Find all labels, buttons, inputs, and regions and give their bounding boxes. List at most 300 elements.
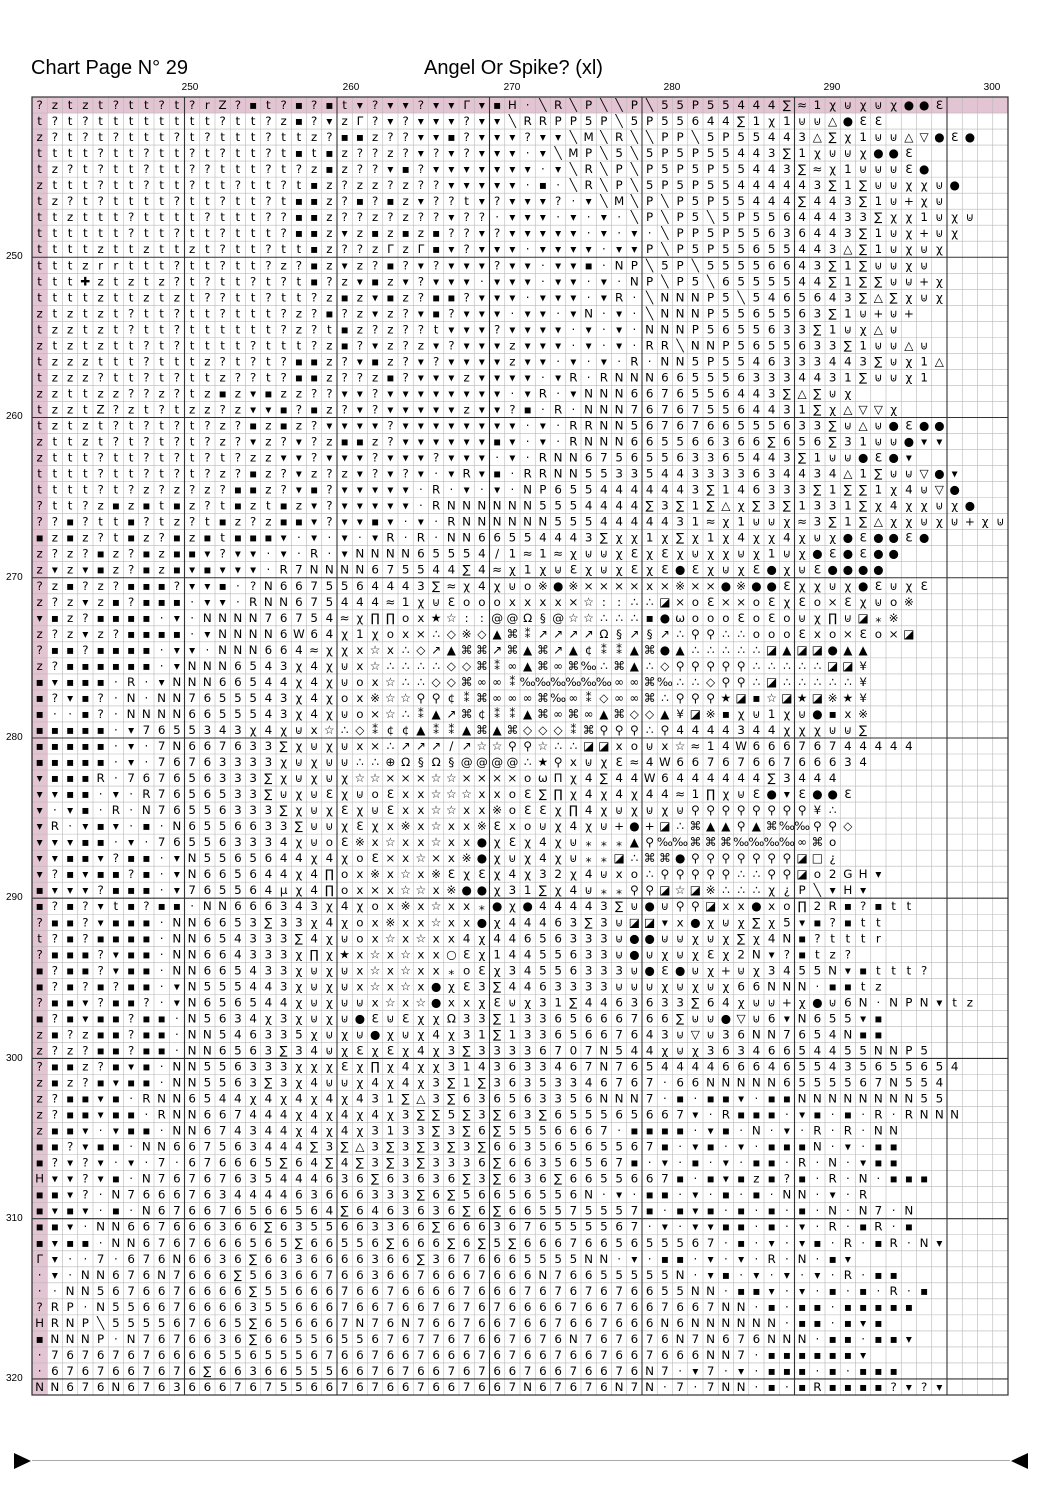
grid-symbol: ▪ — [768, 1140, 776, 1154]
grid-symbol: 6 — [173, 1348, 181, 1362]
grid-symbol: ▾ — [250, 547, 256, 561]
grid-symbol: 3 — [249, 947, 257, 961]
grid-symbol: ⊍ — [691, 547, 700, 561]
grid-symbol: ? — [829, 915, 835, 929]
grid-symbol: ● — [629, 931, 639, 945]
grid-symbol: 6 — [219, 835, 227, 849]
grid-symbol: 7 — [783, 755, 791, 769]
grid-symbol: R — [844, 1236, 852, 1250]
grid-symbol: χ — [417, 1059, 424, 1073]
grid-symbol: t — [205, 306, 210, 320]
grid-symbol: ⊍ — [966, 210, 975, 224]
grid-symbol: ∑ — [463, 1108, 471, 1122]
grid-symbol: ☆ — [385, 675, 396, 689]
grid-symbol: 4 — [326, 1092, 334, 1106]
grid-symbol: t — [464, 194, 469, 208]
grid-symbol: t — [129, 194, 134, 208]
grid-symbol: ? — [97, 531, 103, 545]
grid-symbol: z — [37, 1076, 43, 1090]
grid-symbol: 6 — [295, 1188, 303, 1202]
grid-symbol: ▪ — [341, 290, 349, 304]
grid-symbol: 3 — [585, 931, 593, 945]
grid-symbol: 1 — [859, 467, 867, 481]
grid-symbol: Ɛ — [371, 1011, 378, 1025]
grid-symbol: ▲ — [630, 659, 640, 673]
grid-symbol: ★ — [538, 755, 549, 769]
grid-symbol: P — [677, 130, 684, 144]
grid-symbol: z — [52, 402, 58, 416]
grid-symbol: ▪ — [813, 1348, 821, 1362]
grid-symbol: 4 — [829, 226, 837, 240]
grid-symbol: μ — [280, 883, 288, 897]
grid-symbol: ⊍ — [828, 995, 837, 1009]
grid-symbol: N — [188, 947, 197, 961]
grid-symbol: N — [706, 1284, 715, 1298]
grid-symbol: ⌘ — [613, 707, 625, 721]
grid-symbol: ∴ — [631, 851, 639, 865]
grid-symbol: 5 — [722, 162, 730, 176]
grid-symbol: 6 — [737, 1059, 745, 1073]
grid-symbol: 5 — [798, 963, 806, 977]
grid-symbol: · — [129, 1092, 133, 1106]
grid-symbol: · — [709, 1156, 713, 1170]
grid-symbol: 5 — [204, 1011, 212, 1025]
grid-symbol: 3 — [722, 1027, 730, 1041]
grid-symbol: N — [188, 1043, 197, 1057]
grid-symbol: 3 — [829, 499, 837, 513]
grid-symbol: P — [661, 146, 668, 160]
grid-symbol: · — [831, 1300, 835, 1314]
grid-symbol: 4 — [814, 370, 822, 384]
grid-symbol: 3 — [539, 1059, 547, 1073]
grid-symbol: z — [235, 402, 241, 416]
grid-symbol: § — [448, 755, 454, 769]
grid-symbol: 4 — [341, 899, 349, 913]
grid-symbol: 3 — [249, 1300, 257, 1314]
grid-symbol: ∑ — [447, 1188, 455, 1202]
grid-symbol: ╲ — [630, 209, 639, 224]
grid-symbol: ▾ — [433, 435, 439, 449]
grid-symbol: 4 — [249, 1188, 257, 1202]
grid-symbol: ▪ — [874, 1332, 882, 1346]
grid-symbol: 5 — [737, 258, 745, 272]
grid-symbol: ▾ — [387, 451, 393, 465]
grid-symbol: ? — [463, 130, 469, 144]
grid-symbol: Ω — [401, 755, 410, 769]
grid-symbol: ? — [402, 146, 408, 160]
grid-symbol: N — [599, 402, 608, 416]
grid-symbol: ▾ — [555, 370, 561, 384]
grid-symbol: t — [297, 242, 302, 256]
grid-symbol: ⊍ — [340, 755, 349, 769]
grid-symbol: 7 — [82, 1348, 90, 1362]
grid-symbol: ▪ — [829, 1332, 837, 1346]
grid-symbol: t — [37, 419, 42, 433]
grid-symbol: ⊍ — [569, 851, 578, 865]
grid-symbol: 7 — [783, 1027, 791, 1041]
grid-symbol: N — [188, 659, 197, 673]
grid-symbol: x — [478, 803, 485, 817]
grid-symbol: N — [172, 1092, 181, 1106]
grid-symbol: ▪ — [127, 531, 135, 545]
grid-symbol: z — [326, 354, 332, 368]
grid-symbol: 5 — [539, 1204, 547, 1218]
grid-symbol: ╲ — [630, 177, 639, 192]
grid-symbol: 6 — [753, 483, 761, 497]
grid-symbol: ● — [858, 579, 868, 593]
grid-symbol: ╲ — [538, 97, 547, 112]
grid-symbol: ╲ — [645, 129, 654, 144]
grid-symbol: R — [310, 547, 318, 561]
grid-symbol: 6 — [402, 1268, 410, 1282]
grid-symbol: ▾ — [403, 483, 409, 497]
grid-symbol: · — [556, 210, 560, 224]
grid-symbol: · — [602, 322, 606, 336]
grid-symbol: 6 — [509, 1300, 517, 1314]
grid-symbol: ╲ — [554, 145, 563, 160]
grid-symbol: ● — [873, 146, 883, 160]
grid-symbol: 6 — [82, 1364, 90, 1378]
grid-symbol: N — [584, 435, 593, 449]
grid-symbol: · — [144, 755, 148, 769]
grid-symbol: ▾ — [433, 338, 439, 352]
grid-symbol: ⊍ — [920, 515, 929, 529]
grid-symbol: ▪ — [112, 1043, 120, 1057]
grid-symbol: · — [205, 643, 209, 657]
grid-symbol: ▾ — [448, 370, 454, 384]
grid-symbol: § — [540, 611, 546, 625]
grid-symbol: ▾ — [525, 354, 531, 368]
grid-symbol: ▾ — [769, 947, 775, 961]
grid-symbol: 4 — [753, 354, 761, 368]
grid-symbol: 4 — [219, 1092, 227, 1106]
grid-symbol: ▾ — [799, 915, 805, 929]
grid-symbol: · — [861, 1140, 865, 1154]
grid-symbol: △ — [416, 1092, 426, 1106]
grid-symbol: 6 — [753, 979, 761, 993]
grid-symbol: · — [419, 499, 423, 513]
grid-symbol: 6 — [173, 803, 181, 817]
grid-symbol: 5 — [844, 1076, 852, 1090]
grid-symbol: ⚲ — [737, 675, 746, 689]
grid-symbol: 6 — [524, 1348, 532, 1362]
grid-symbol: ▾ — [540, 210, 546, 224]
grid-symbol: t — [37, 322, 42, 336]
grid-symbol: ● — [766, 563, 776, 577]
grid-symbol: 3 — [737, 723, 745, 737]
grid-symbol: z — [98, 290, 104, 304]
grid-symbol: 6 — [280, 627, 288, 641]
grid-symbol: x — [387, 643, 394, 657]
grid-symbol: ⊍ — [676, 1043, 685, 1057]
grid-symbol: ▾ — [509, 435, 515, 449]
grid-symbol: ⊍ — [630, 899, 639, 913]
grid-symbol: χ — [295, 659, 302, 673]
grid-symbol: N — [188, 1076, 197, 1090]
grid-symbol: ⚲ — [706, 851, 715, 865]
grid-symbol: Ɛ — [524, 803, 531, 817]
grid-symbol: 6 — [798, 755, 806, 769]
grid-symbol: o — [341, 883, 348, 897]
grid-symbol: ☆ — [370, 963, 381, 977]
grid-symbol: ↗ — [660, 627, 670, 641]
grid-symbol: ⊍ — [340, 707, 349, 721]
grid-symbol: t — [205, 242, 210, 256]
grid-symbol: ▪ — [112, 1140, 120, 1154]
grid-symbol: 6 — [432, 1188, 440, 1202]
grid-symbol: N — [218, 611, 227, 625]
grid-symbol: χ — [326, 1011, 333, 1025]
grid-symbol: ⊍ — [325, 1076, 334, 1090]
grid-symbol: ▪ — [295, 226, 303, 240]
grid-symbol: ▾ — [570, 210, 576, 224]
grid-symbol: Ɛ — [859, 531, 866, 545]
grid-symbol: χ — [387, 1027, 394, 1041]
grid-symbol: ▪ — [829, 1348, 837, 1362]
grid-symbol: ⊍ — [889, 467, 898, 481]
grid-symbol: ¢ — [402, 723, 410, 737]
grid-symbol: z — [357, 290, 363, 304]
grid-symbol: ▪ — [51, 1188, 59, 1202]
grid-symbol: χ — [326, 1124, 333, 1138]
grid-symbol: 5 — [585, 114, 593, 128]
grid-symbol: ▾ — [555, 290, 561, 304]
grid-symbol: ◇ — [447, 659, 457, 673]
grid-symbol: ▾ — [372, 306, 378, 320]
grid-symbol: Ɛ — [478, 963, 485, 977]
grid-symbol: z — [387, 322, 393, 336]
grid-symbol: x — [387, 947, 394, 961]
grid-symbol: 4 — [737, 483, 745, 497]
grid-symbol: ▪ — [646, 1204, 654, 1218]
grid-symbol: 4 — [585, 1076, 593, 1090]
grid-symbol: χ — [905, 178, 912, 192]
grid-symbol: 4 — [768, 402, 776, 416]
grid-symbol: ▪ — [51, 643, 59, 657]
grid-symbol: N — [859, 995, 868, 1009]
grid-symbol: ⚲ — [691, 899, 700, 913]
grid-symbol: x — [417, 867, 424, 881]
grid-symbol: 5 — [234, 707, 242, 721]
grid-symbol: z — [372, 178, 378, 192]
grid-symbol: Ɛ — [341, 835, 348, 849]
grid-symbol: 6 — [204, 1172, 212, 1186]
grid-symbol: · — [632, 338, 636, 352]
grid-symbol: 5 — [188, 803, 196, 817]
grid-symbol: P — [722, 226, 729, 240]
grid-symbol: ≈ — [675, 787, 685, 801]
grid-symbol: 6 — [463, 1220, 471, 1234]
grid-symbol: Ɛ — [936, 98, 943, 112]
grid-symbol: ☆ — [431, 899, 442, 913]
grid-symbol: 5 — [783, 338, 791, 352]
grid-symbol: ⁎ — [616, 835, 622, 849]
grid-symbol: ∑ — [264, 915, 272, 929]
grid-symbol: ※ — [431, 867, 441, 881]
grid-symbol: ▪ — [874, 899, 882, 913]
grid-symbol: ▪ — [158, 579, 166, 593]
grid-symbol: 6 — [356, 1300, 364, 1314]
grid-symbol: ≈ — [385, 595, 395, 609]
grid-symbol: R — [874, 1108, 882, 1122]
grid-symbol: 5 — [326, 1220, 334, 1234]
grid-symbol: · — [602, 1188, 606, 1202]
grid-symbol: z — [67, 370, 73, 384]
grid-symbol: z — [189, 499, 195, 513]
grid-symbol: ? — [402, 306, 408, 320]
grid-symbol: o — [722, 611, 729, 625]
grid-symbol: △ — [843, 467, 853, 481]
grid-symbol: 3 — [341, 1172, 349, 1186]
grid-symbol: ● — [843, 547, 853, 561]
grid-symbol: R — [539, 114, 547, 128]
grid-symbol: χ — [829, 402, 836, 416]
grid-symbol: ▲ — [752, 819, 762, 833]
grid-symbol: ↗ — [446, 707, 456, 721]
grid-symbol: 6 — [524, 1156, 532, 1170]
grid-symbol: ▪ — [173, 627, 181, 641]
grid-symbol: ▾ — [464, 483, 470, 497]
grid-symbol: 7 — [509, 1348, 517, 1362]
grid-symbol: ▪ — [36, 979, 44, 993]
grid-symbol: ▪ — [798, 1172, 806, 1186]
grid-symbol: 6 — [204, 1204, 212, 1218]
grid-symbol: 6 — [112, 1284, 120, 1298]
grid-symbol: ☆ — [568, 611, 579, 625]
grid-symbol: ▪ — [844, 1332, 852, 1346]
grid-symbol: ? — [311, 290, 317, 304]
grid-symbol: ▾ — [494, 274, 500, 288]
grid-symbol: 5 — [753, 258, 761, 272]
grid-symbol: ⊍ — [356, 995, 365, 1009]
grid-symbol: 7 — [463, 1332, 471, 1346]
grid-symbol: ▾ — [67, 691, 73, 705]
grid-symbol: 6 — [661, 1011, 669, 1025]
grid-symbol: × — [889, 627, 899, 641]
grid-symbol: 6 — [295, 1316, 303, 1330]
grid-symbol: Ɛ — [631, 547, 638, 561]
grid-symbol: 7 — [463, 1252, 471, 1266]
grid-symbol: ▪ — [66, 1059, 74, 1073]
grid-symbol: ▪ — [97, 547, 105, 561]
grid-symbol: ? — [357, 370, 363, 384]
grid-symbol: 6 — [219, 1316, 227, 1330]
grid-symbol: ▾ — [448, 146, 454, 160]
grid-symbol: ▾ — [509, 370, 515, 384]
grid-symbol: ▪ — [295, 98, 303, 112]
grid-symbol: · — [160, 867, 164, 881]
grid-symbol: 6 — [615, 1348, 623, 1362]
grid-symbol: ↗ — [416, 739, 426, 753]
grid-symbol: · — [602, 258, 606, 272]
grid-symbol: 6 — [768, 322, 776, 336]
grid-symbol: R — [539, 386, 547, 400]
grid-symbol: ⊍ — [889, 338, 898, 352]
grid-symbol: + — [873, 306, 883, 320]
grid-symbol: ‰ — [550, 691, 566, 705]
grid-symbol: 6 — [356, 1268, 364, 1282]
grid-symbol: ⚲ — [417, 691, 426, 705]
grid-symbol: 5 — [219, 819, 227, 833]
grid-symbol: ▪ — [859, 1027, 867, 1041]
grid-symbol: N — [111, 1236, 120, 1250]
grid-symbol: ▪ — [432, 306, 440, 320]
grid-symbol: t — [251, 162, 256, 176]
grid-symbol: x — [417, 787, 424, 801]
grid-symbol: ▪ — [630, 1156, 638, 1170]
grid-symbol: ∴ — [753, 883, 761, 897]
grid-symbol: 3 — [783, 322, 791, 336]
grid-symbol: z — [52, 354, 58, 368]
grid-symbol: z — [418, 226, 424, 240]
grid-symbol: ▾ — [570, 242, 576, 256]
grid-symbol: ? — [296, 162, 302, 176]
grid-symbol: χ — [570, 787, 577, 801]
grid-symbol: + — [904, 306, 914, 320]
grid-symbol: ? — [204, 499, 210, 513]
grid-symbol: ● — [888, 419, 898, 433]
grid-symbol: ▾ — [494, 386, 500, 400]
grid-symbol: ▾ — [357, 98, 363, 112]
grid-symbol: ? — [280, 435, 286, 449]
grid-symbol: x — [463, 803, 470, 817]
grid-symbol: 4 — [310, 659, 318, 673]
grid-symbol: χ — [326, 659, 333, 673]
grid-symbol: ▪ — [81, 963, 89, 977]
grid-symbol: 5 — [570, 1027, 578, 1041]
grid-symbol: z — [159, 547, 165, 561]
grid-symbol: 4 — [341, 1124, 349, 1138]
grid-symbol: 6 — [676, 370, 684, 384]
grid-symbol: 4 — [875, 739, 883, 753]
grid-symbol: 6 — [204, 755, 212, 769]
grid-symbol: 4 — [753, 194, 761, 208]
grid-symbol: z — [372, 242, 378, 256]
grid-symbol: · — [739, 1188, 743, 1202]
grid-symbol: ? — [463, 242, 469, 256]
grid-symbol: 4 — [265, 1124, 273, 1138]
grid-symbol: χ — [722, 947, 729, 961]
grid-symbol: ∴ — [600, 659, 608, 673]
grid-symbol: ╲ — [599, 193, 608, 208]
grid-symbol: P — [616, 162, 623, 176]
grid-symbol: χ — [494, 579, 501, 593]
grid-symbol: ⚲ — [798, 803, 807, 817]
grid-symbol: ▾ — [509, 290, 515, 304]
grid-symbol: ∑ — [280, 1043, 288, 1057]
grid-symbol: ▾ — [174, 851, 180, 865]
grid-symbol: 5 — [356, 1332, 364, 1346]
grid-symbol: ? — [326, 483, 332, 497]
grid-symbol: 6 — [326, 1316, 334, 1330]
grid-symbol: ⚲ — [737, 803, 746, 817]
grid-symbol: x — [372, 931, 379, 945]
grid-symbol: t — [159, 258, 164, 272]
grid-symbol: ? — [143, 146, 149, 160]
grid-symbol: Ɛ — [753, 563, 760, 577]
grid-symbol: ⁎ — [479, 899, 485, 913]
grid-symbol: t — [159, 226, 164, 240]
grid-symbol: 4 — [493, 931, 501, 945]
grid-symbol: 5 — [539, 1188, 547, 1202]
grid-symbol: 5 — [326, 595, 334, 609]
grid-symbol: ▪ — [752, 1284, 760, 1298]
grid-symbol: 1 — [844, 499, 852, 513]
grid-symbol: 5 — [600, 1220, 608, 1234]
grid-symbol: · — [678, 1220, 682, 1234]
grid-symbol: z — [67, 1043, 73, 1057]
grid-symbol: t — [205, 194, 210, 208]
